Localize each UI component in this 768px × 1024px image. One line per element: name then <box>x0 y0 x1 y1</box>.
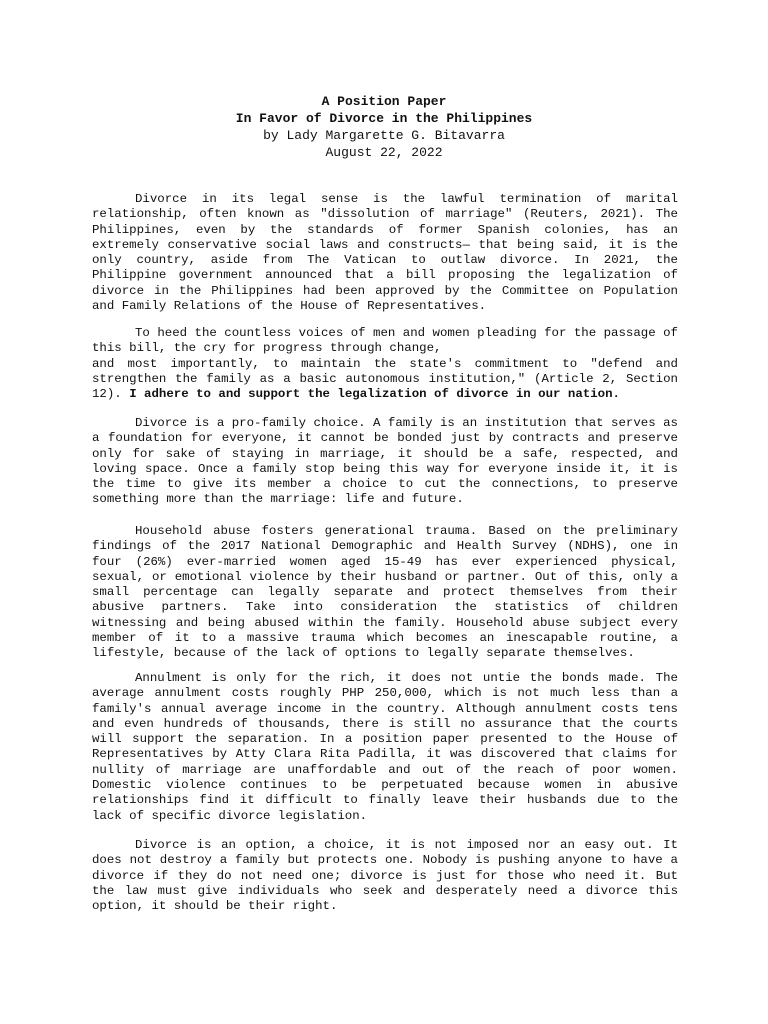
thesis-statement: I adhere to and support the legalization of divorce in our nation. <box>129 387 620 402</box>
document-type: A Position Paper <box>321 94 447 109</box>
paragraph-text: Divorce is a pro-family choice. A family is an institution that serves as a foundation for everyone, it cannot be bonded just by contracts and preserve only for sake of staying in marriage, it should be a safe, respected, and loving space. Once a family stop being this way for everyone inside it, it is the time to give its member a choice to cut the connections, to preserve something more than the marriage: life and future. <box>92 416 678 507</box>
paragraph-household-abuse <box>92 524 678 662</box>
document-date: August 22, 2022 <box>325 145 443 160</box>
document-header <box>0 93 768 161</box>
author-byline: by Lady Margarette G. Bitavarra <box>263 128 505 143</box>
paragraph-text: Household abuse fosters generational trauma. Based on the preliminary findings of the 2017 National Demographic and Health Survey (NDHS), one in four (26%) ever-married women aged 15-49 has ever experienced physical, sexual, or emotional violence by their husband or partner. Out of this, only a small percentage can legally separate and protect themselves from their abusive partners. Take into consideration the statistics of children witnessing and being abused within the family. Household abuse subject every member of it to a massive trauma which becomes an inescapable routine, a lifestyle, because of the lack of options to legally separate themselves. <box>92 524 678 661</box>
paragraph-annulment <box>92 671 678 824</box>
paragraph-thesis <box>92 326 678 402</box>
paragraph-text: Divorce in its legal sense is the lawful termination of marital relationship, often known as "dissolution of marriage" (Reuters, 2021). The Philippines, even by the standards of former Spanish colonies, has an extremely conservative social laws and constructs— that being said, it is the only country, aside from The Vatican to outlaw divorce. In 2021, the Philippine government announced that a bill proposing the legalization of divorce in the Philippines had been approved by the Committee on Population and Family Relations of the House of Representatives. <box>92 192 678 314</box>
paragraph-text-a: To heed the countless voices of men and women pleading for the passage of this bill, the cry for progress through change, <box>92 326 678 356</box>
paragraph-text: Divorce is an option, a choice, it is not imposed nor an easy out. It does not destroy a family but protects one. Nobody is pushing anyone to have a divorce if they do not need one; divorce is just for those who need it. But the law must give individuals who seek and desperately need a divorce this option, it should be their right. <box>92 838 678 914</box>
paragraph-text-b: and most importantly, to maintain the state's commitment to "defend and strengthen the family as a basic autonomous institution," (Article 2, Section 12). <box>92 356 678 402</box>
paragraph-text: Annulment is only for the rich, it does not untie the bonds made. The average annulment costs roughly PHP 250,000, which is not much less than a family's annual average income in the country. Although annulment costs tens and even hundreds of thousands, there is still no assurance that the courts will support the separation. In a position paper presented to the House of Representatives by Atty Clara Rita Padilla, it was discovered that claims for nullity of marriage are unaffordable and out of the reach of poor women. Domestic violence continues to be perpetuated because women in abusive relationships find it difficult to finally leave their husbands due to the lack of specific divorce legislation. <box>92 671 678 823</box>
paragraph-option <box>92 838 678 914</box>
document-title: In Favor of Divorce in the Philippines <box>235 111 533 126</box>
paragraph-definition <box>92 192 678 314</box>
paragraph-pro-family <box>92 416 678 508</box>
